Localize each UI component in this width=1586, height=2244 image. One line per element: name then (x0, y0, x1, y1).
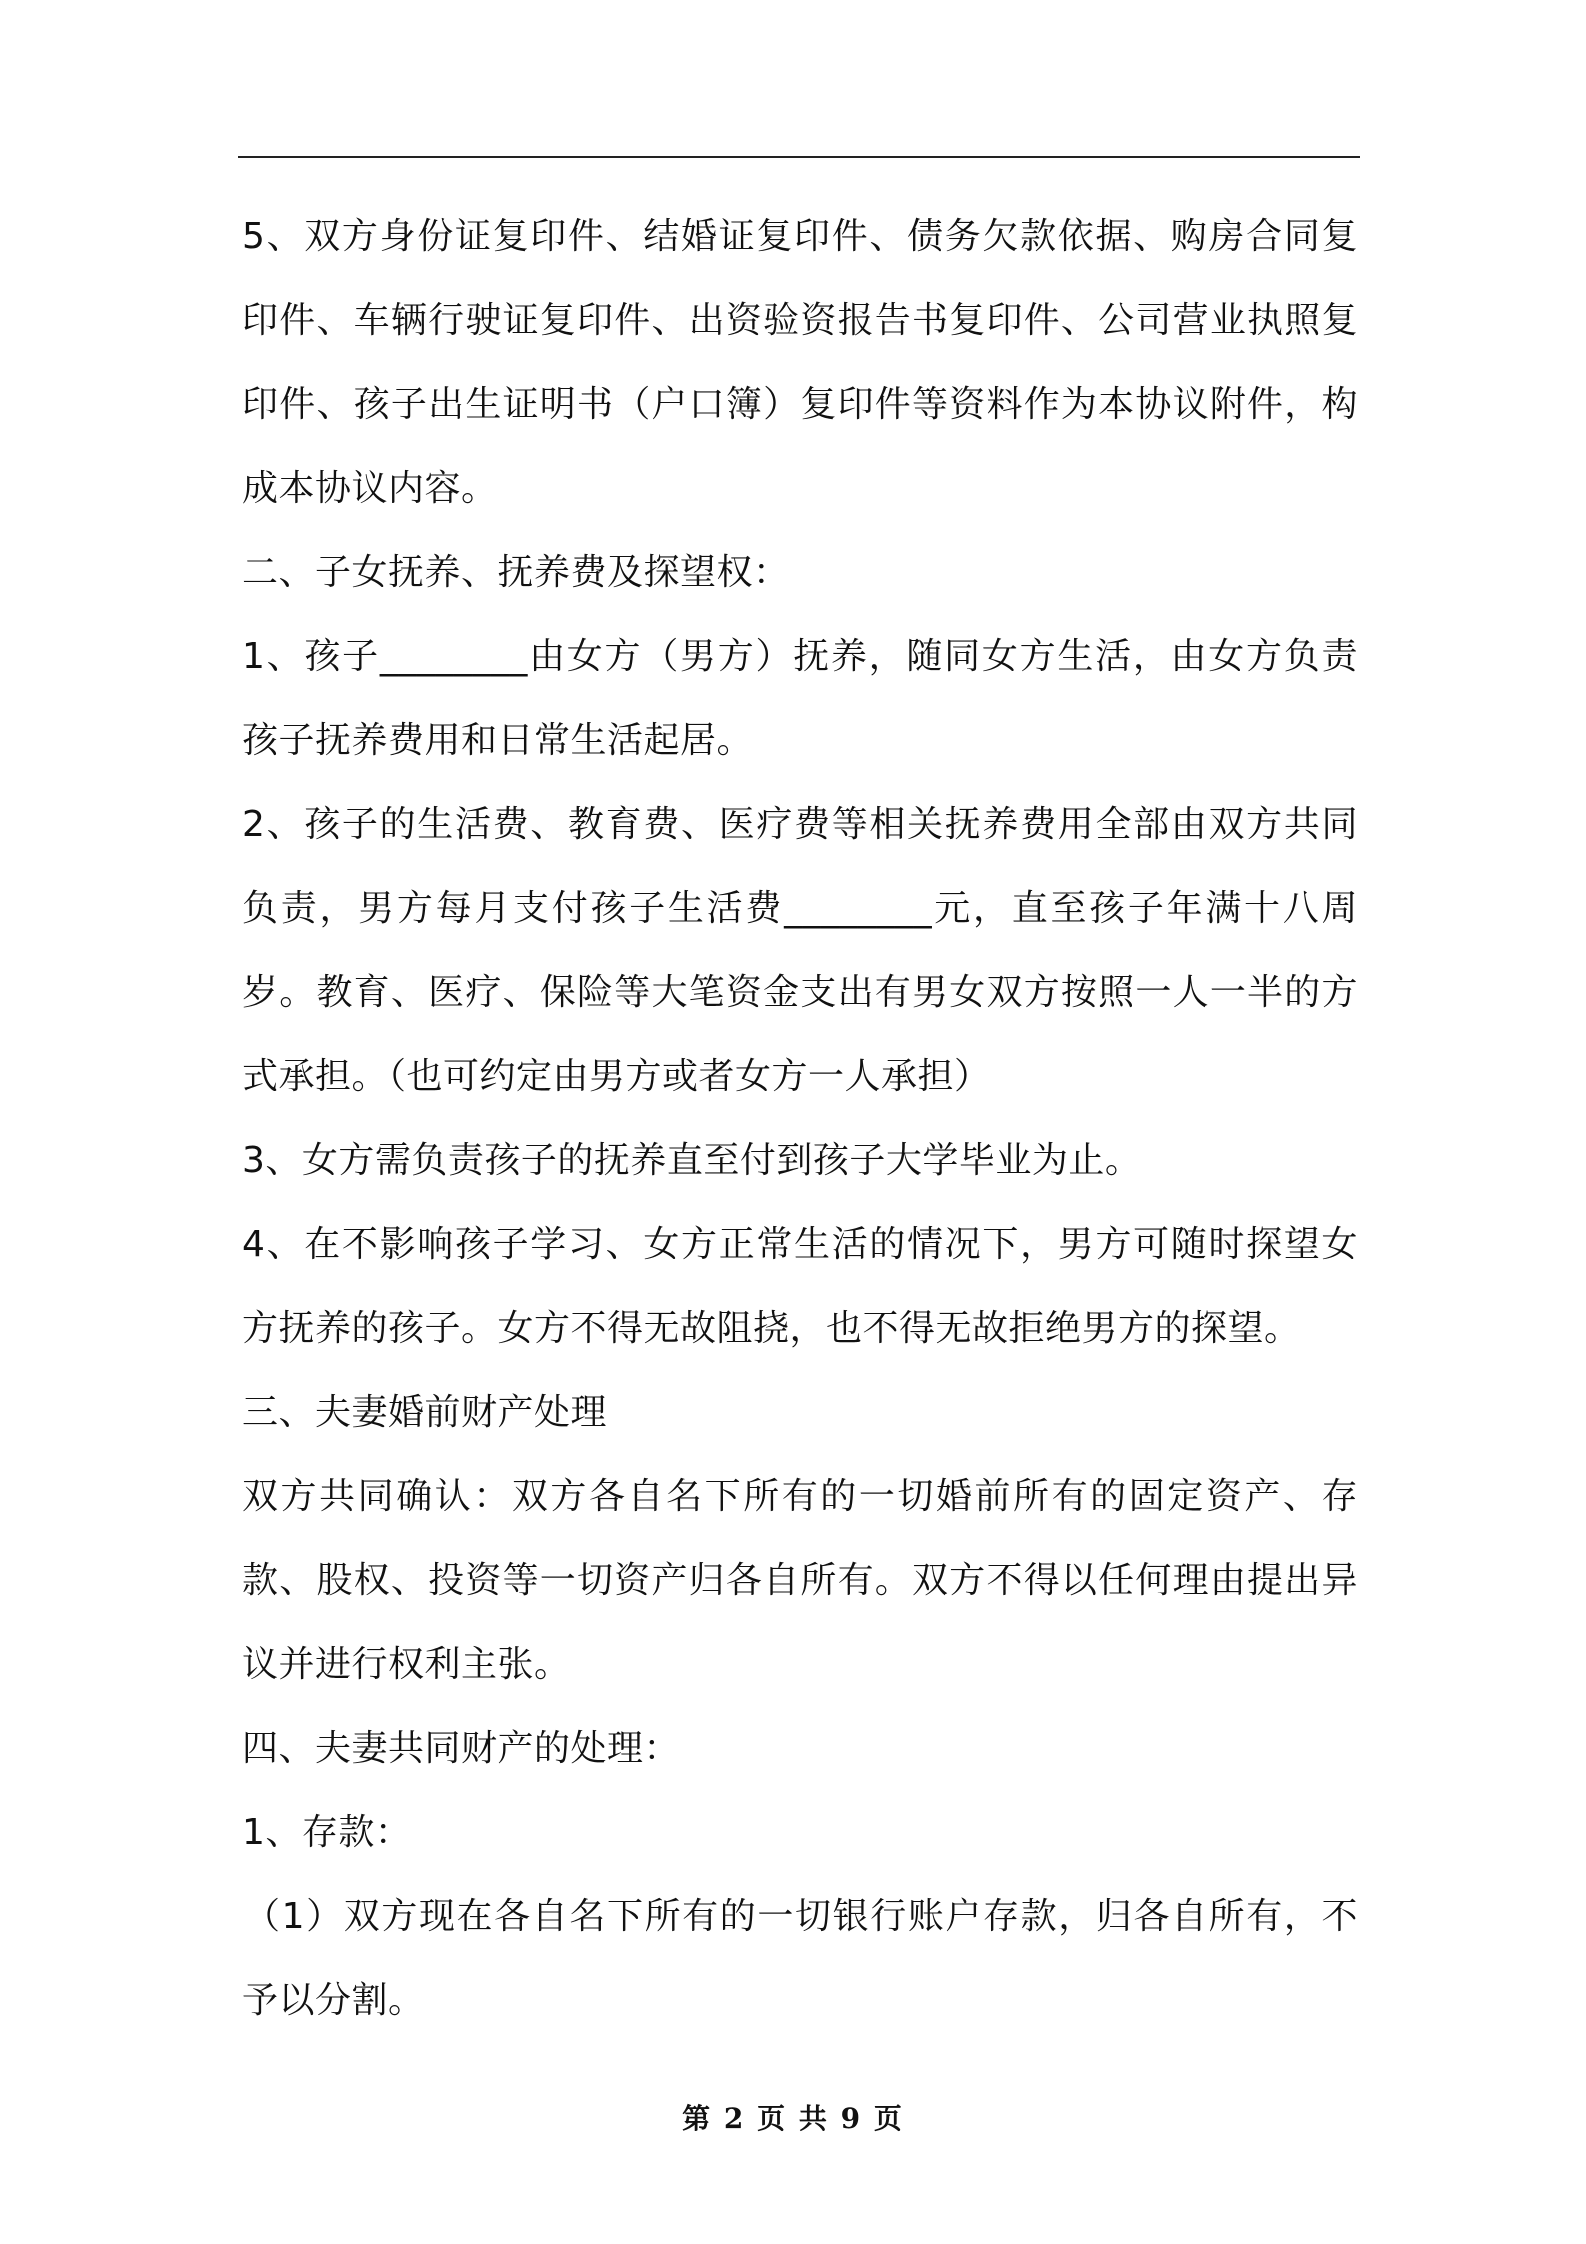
paragraph-visitation: 4、在不影响孩子学习、女方正常生活的情况下，男方可随时探望女方抚养的孩子。女方不得无故阻挠，也不得无故拒绝男方的探望。 (242, 1224, 1358, 1349)
paragraph-child-support: 2、孩子的生活费、教育费、医疗费等相关抚养费用全部由双方共同负责，男方每月支付孩子生活费________元，直至孩子年满十八周岁。教育、医疗、保险等大笔资金支出有男女双方按照一人一半的方式承担。（也可约定由男方或者女方一人承担） (242, 804, 1358, 1097)
paragraph-bank-deposits: （1）双方现在各自名下所有的一切银行账户存款，归各自所有，不予以分割。 (242, 1896, 1358, 2021)
document-body (242, 195, 1358, 2043)
subheading-deposits: 1、存款： (242, 1812, 412, 1853)
paragraph-custody: 1、孩子________由女方（男方）抚养，随同女方生活，由女方负责孩子抚养费用和日常生活起居。 (242, 636, 1358, 761)
paragraph-attachments: 5、双方身份证复印件、结婚证复印件、债务欠款依据、购房合同复印件、车辆行驶证复印件、出资验资报告书复印件、公司营业执照复印件、孩子出生证明书（户口簿）复印件等资料作为本协议附件，构成本协议内容。 (242, 216, 1358, 509)
section-heading-premarital-property: 三、夫妻婚前财产处理 (242, 1392, 608, 1433)
header-divider (238, 156, 1360, 158)
page-number: 第 2 页 共 9 页 (682, 2102, 904, 2135)
section-heading-child-custody: 二、子女抚养、抚养费及探望权： (242, 552, 790, 593)
section-heading-joint-property: 四、夫妻共同财产的处理： (242, 1728, 681, 1769)
paragraph-premarital-property: 双方共同确认：双方各自名下所有的一切婚前所有的固定资产、存款、股权、投资等一切资产归各自所有。双方不得以任何理由提出异议并进行权利主张。 (242, 1476, 1358, 1685)
paragraph-upbringing: 3、女方需负责孩子的抚养直至付到孩子大学毕业为止。 (242, 1140, 1142, 1181)
